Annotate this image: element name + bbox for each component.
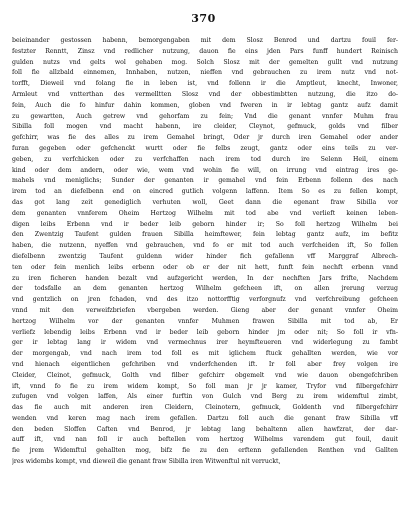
text-line: mahels vnd meniglichs; Sunder der genanten ir gemahel vnd fein Erbenn follenn des nach: [12, 177, 398, 185]
text-line: beieinander gestossen habenn, bemorgengaben mit dem Slosz Benrod und dartzu fouil fer-: [12, 37, 398, 44]
page-number: 370: [191, 12, 216, 25]
text-line: kind oder dem andern, oder wie, wem vnd wohin fie will, on irrung vnd eintrag ires ge-: [12, 166, 398, 174]
text-line: das fie auch mit anderen iren Cleidern, Cleinotern, gefmuck, Goldenth vnd filbergefchirr: [12, 404, 398, 412]
text-line: digen leibs Erbenn vnd ir beder leib geborn hinder ir; So foll hertzog Wilhelm bei: [12, 220, 398, 228]
text-line: den beden Sloffen Caften vnd Benrod, jr lebtag lang behaltenn allen hawfzrat, der dar-: [12, 425, 398, 433]
text-line: fie jrem Widemftul gehallten mog, bifz fie zu den erftenn gefallenden Renthen vnd Gallten: [12, 447, 398, 455]
text-line: fein, Auch die fo hinfur dahin kommen, globen vnd fweren in ir lebtag gantz aufz damit: [12, 101, 398, 109]
text-line: zufugen vnd volgen laffen, Als einer furftin von Gulch vnd Berg zu irem widemftul zimbt,: [12, 393, 398, 401]
text-line: das got lang zeit genediglich verhuten woll, Geet dann die egenant fraw Sibilla vor: [12, 198, 398, 206]
text-line: zu iren ficheren handen bezalt vnd aufzgericht werden, In der nechften Jars frifte, Nachdem: [12, 274, 398, 282]
text-line: vnnd mit den verweifzbriefen vbergeben werden. Gieng aber der genant vnnfer Oheim: [12, 306, 398, 314]
text-line: Cleider, Cleinot, gefmuck, Golth vnd filber gefchirr obgemelt vnd wie dauon obengefchriben: [12, 371, 398, 379]
text-line: diefelbenn zwentzig Taufent guldenn wider hinder fich gefallenn vff Marggraf Albrech-: [12, 252, 398, 260]
text-line: den Zwentzig Taufent gulden frauen Sibilla heimftewer, fein lebtag gantz aufz, im befitz: [12, 231, 398, 239]
text-line: geben, zu verfchicken oder zu verfchaffen nach irem tod durch ire Selenn Heil, einem: [12, 155, 398, 163]
text-line: vnd hienach eigentlichen gefchriben vnd vnderfchenden ift. Ir foll aber frey volgen ire: [12, 360, 398, 368]
text-line: zu gewartten, Auch getrew vnd gehorfam zu fein; Vnd die genant vnnfer Muhm frau: [12, 112, 398, 120]
text-line: dem genanten vnnferem Oheim Hertzog Wilhelm mit tod abe vnd verlieft keinen leben-: [12, 209, 398, 217]
text-body: [12, 36, 398, 468]
text-line: Armleut vnd vntterthan des vermelltten Slosz vnd der obbestimbtten nutzung, die itzo do-: [12, 90, 398, 98]
text-line: auff ift, vnd nan foll ir auch beftellen vom hertzog Wilhelms varendem gut fouil, dauit: [12, 436, 398, 444]
text-line: hertzog Wilhelm vor der genanten vnnfer Muhmen frawen Sibilla mit tod ab, Er: [12, 317, 398, 325]
text-line: ift, vnnd fo fie zu irem widem kompt, So foll man jr jr kamer, Tryfor vnd filbergefchirr: [12, 382, 398, 390]
text-line: foll fie allzbald einnemen, Innhaben, nutzen, nieffen vnd gebrauchen zu irem nutz vnd not-: [12, 69, 398, 77]
text-line: der todsfalle an dem genanten hertzog Wilhelm gefcheen ift, on allen jrerung verzug: [12, 285, 398, 293]
text-line: Sibilla foll mogen vnd macht habenn, ire cleider, Cleynot, gefmuck, golds vnd filber: [12, 123, 398, 131]
text-line: irem tod an diefelbenn end on eincred gutlich volgenn laffenn. Item So es zu fellen kompt,: [12, 188, 398, 196]
text-line: gulden nutzs vnd gelts wol gehaben mog. Solch Slosz mit der gemelten gullt vnd nutzung: [12, 58, 398, 66]
text-line: verliefz lebendig leibs Erbenn vnd ir beder leib geborn hinder jm oder nit; So foll ir vfn-: [12, 328, 398, 336]
text-line: festzter Renntt, Zinsz vnd redlicher nutzung, dauon fie eins jden Pars funff hundert Reinisch: [12, 47, 398, 55]
text-line: furan gegeben oder gefchenckt wurtt oder fie felbs zeugt, gantz oder eins teils zu ver-: [12, 144, 398, 152]
text-line: jres widembs kompt, vnd dieweil die genant fraw Sibilla iren Witwenftul nit verruckt,: [12, 458, 281, 466]
text-line: wenden vnd keren mag nach irem gefallen. Dartzu foll auch die genant fraw Sibilla vff: [12, 414, 398, 422]
text-line: ten oder fein menlich leibs erbenn oder ob er der nit hett, funft fein nechft erbenn vnnd: [12, 263, 398, 271]
text-line: ger ir lebtag lang ir widem vnd vermechnus irer heymfteueren vnd widerlegung zu fambt: [12, 339, 398, 347]
text-line: torfft, Dieweil vnd folang fie in leben ist, vnd follenn ir die Amptleut, knecht, Inwoner,: [12, 80, 398, 88]
text-line: gefchirr, was fie des alles zu irem Gemahel bringt, Oder jr durch iren Gemahel oder ander: [12, 134, 398, 142]
text-line: der morgengab, vnd nach irem tod foll es mit iglichem ftuck gehallten werden, wie vor: [12, 350, 398, 358]
text-line: vnd gentzlich on jren fchaden, vnd des itzo nottorfftig verforgnufz vnd verfchreibung gefcheen: [12, 296, 398, 304]
text-line: haben, die nutzenn, nyeffen vnd gebrauchen, vnd fo er mit tod auch verfcheiden ift, So follen: [12, 242, 398, 250]
